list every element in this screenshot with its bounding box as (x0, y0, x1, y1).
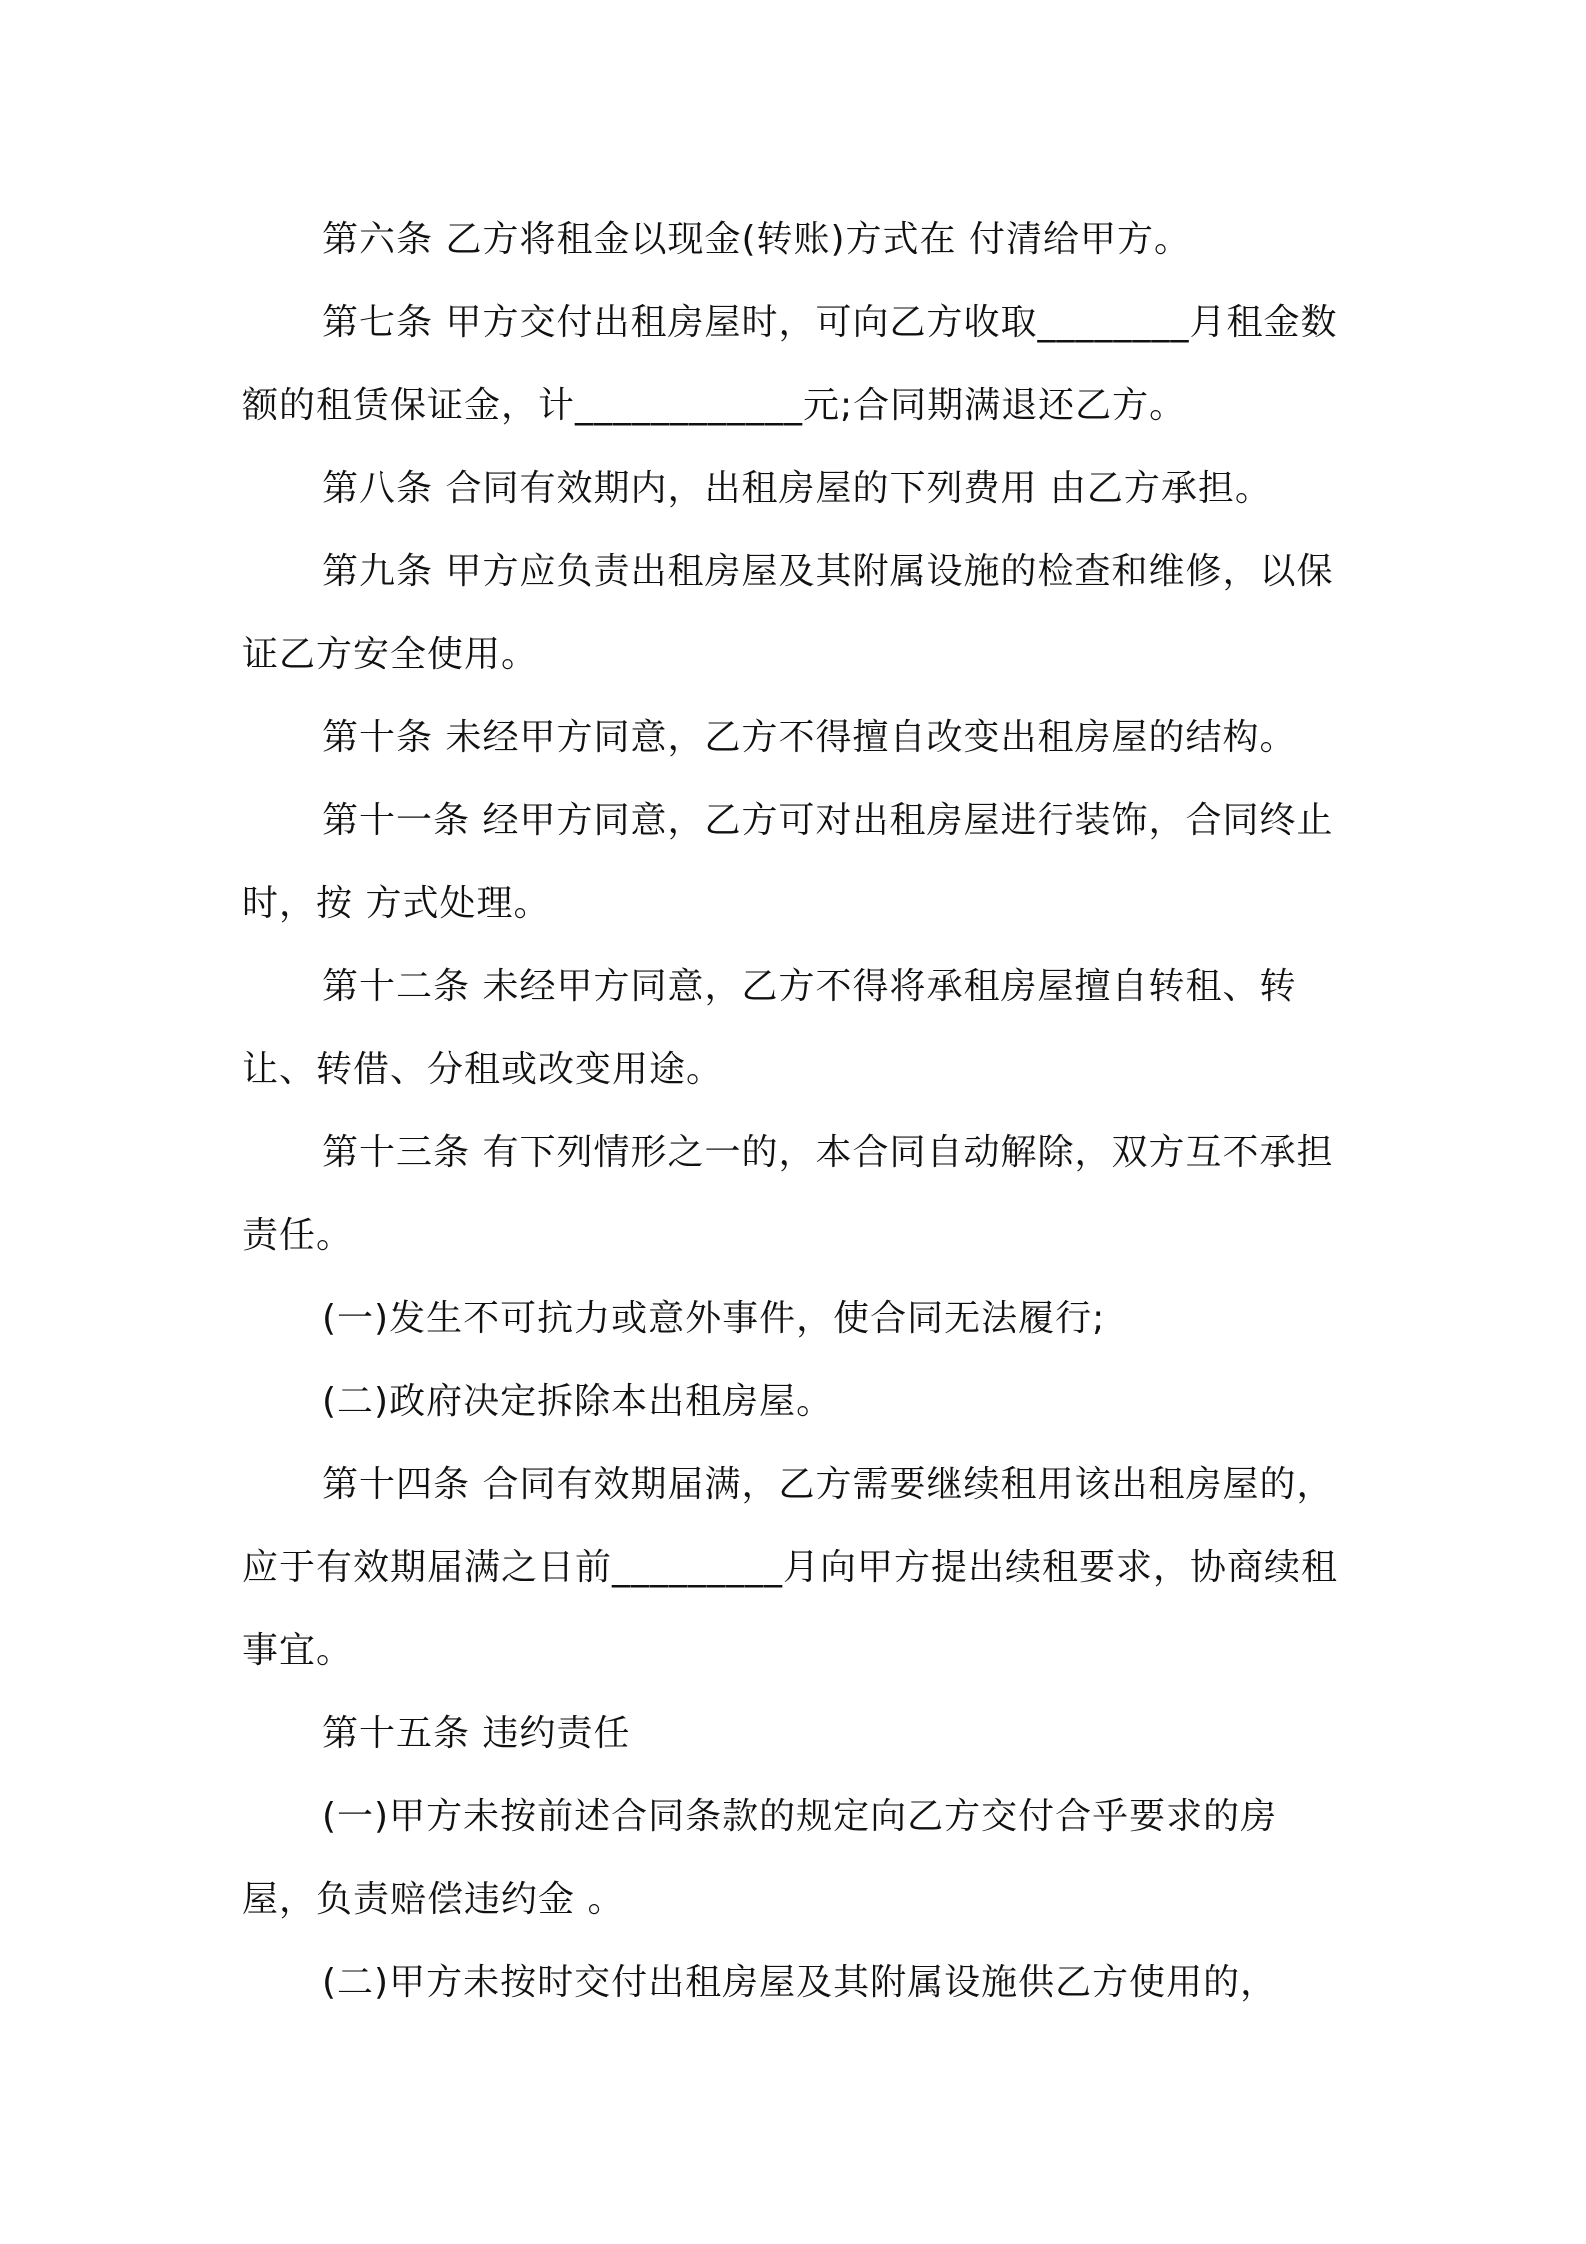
article-13-item-1: (一)发生不可抗力或意外事件，使合同无法履行; (322, 1298, 1106, 1339)
article-15-heading: 第十五条 违约责任 (322, 1713, 631, 1754)
article-7-paragraph: 第七条 甲方交付出租房屋时，可向乙方收取________月租金数额的租赁保证金，计____________元;合同期满退还乙方。 (242, 302, 1338, 426)
article-6-paragraph: 第六条 乙方将租金以现金(转账)方式在 付清给甲方。 (322, 219, 1191, 260)
article-15-item-1: (一)甲方未按前述合同条款的规定向乙方交付合乎要求的房屋，负责赔偿违约金 。 (242, 1796, 1278, 1920)
article-9-paragraph: 第九条 甲方应负责出租房屋及其附属设施的检查和维修，以保证乙方安全使用。 (242, 551, 1334, 675)
article-13-item-2: (二)政府决定拆除本出租房屋。 (322, 1381, 834, 1422)
article-11-paragraph: 第十一条 经甲方同意，乙方可对出租房屋进行装饰，合同终止时，按 方式处理。 (242, 800, 1334, 924)
article-15-item-2: (二)甲方未按时交付出租房屋及其附属设施供乙方使用的， (322, 1962, 1278, 2003)
article-8-paragraph: 第八条 合同有效期内，出租房屋的下列费用 由乙方承担。 (322, 468, 1272, 509)
article-10-paragraph: 第十条 未经甲方同意，乙方不得擅自改变出租房屋的结构。 (322, 717, 1297, 758)
article-12-paragraph: 第十二条 未经甲方同意，乙方不得将承租房屋擅自转租、转让、转借、分租或改变用途。 (242, 966, 1297, 1090)
contract-text (242, 198, 1350, 2024)
article-14-paragraph: 第十四条 合同有效期届满，乙方需要继续租用该出租房屋的，应于有效期届满之日前_________月向甲方提出续租要求，协商续租事宜。 (242, 1464, 1339, 1671)
article-13-paragraph: 第十三条 有下列情形之一的，本合同自动解除，双方互不承担责任。 (242, 1132, 1334, 1256)
